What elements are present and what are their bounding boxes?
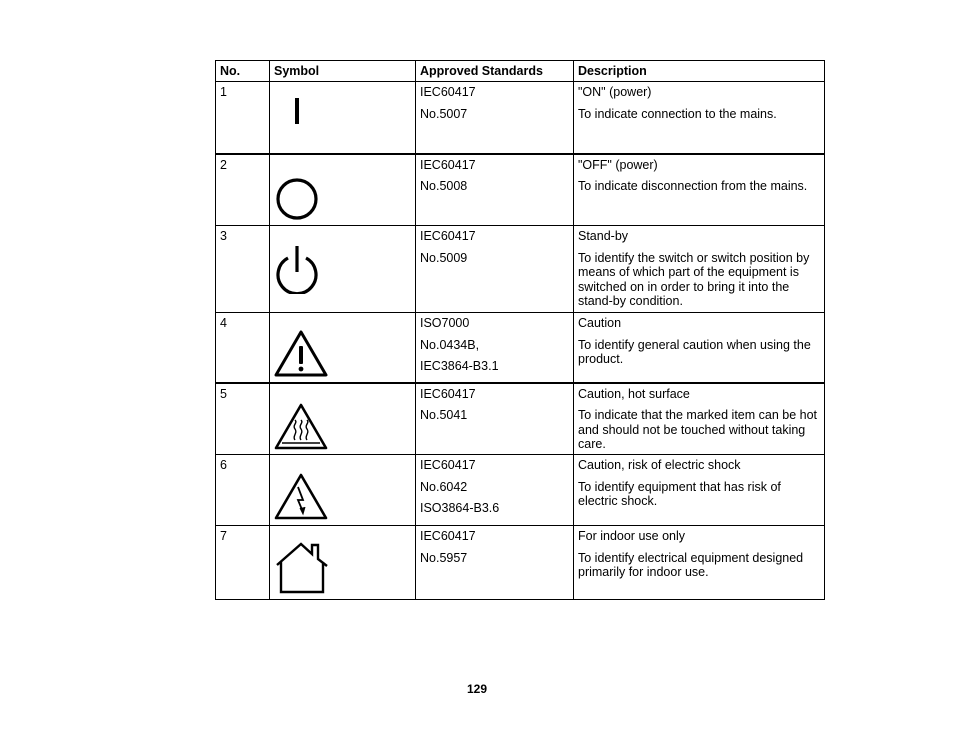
symbol-cell	[270, 455, 416, 526]
caution-icon	[273, 329, 329, 379]
symbol-title: Caution	[578, 316, 622, 330]
symbol-description: To indicate connection to the mains.	[578, 106, 777, 121]
table-row	[216, 154, 825, 226]
indoor-use-icon	[273, 540, 331, 596]
row-number: 6	[216, 455, 270, 526]
standards-cell	[416, 383, 574, 455]
symbol-description: To identify general caution when using the product.	[578, 337, 811, 366]
symbol-title: "OFF" (power)	[578, 157, 658, 172]
standard-line: No.0434B,	[420, 337, 480, 352]
row-number: 3	[216, 226, 270, 313]
standard-line: No.5041	[420, 408, 468, 422]
symbol-cell	[270, 383, 416, 455]
row-number: 7	[216, 526, 270, 600]
symbol-title: Stand-by	[578, 229, 629, 243]
standards-cell	[416, 82, 574, 154]
electric-shock-icon	[273, 472, 329, 522]
symbol-cell	[270, 226, 416, 313]
standard-line: ISO7000	[420, 316, 470, 330]
table-row	[216, 383, 825, 455]
row-number: 1	[216, 82, 270, 154]
standard-line: ISO3864-B3.6	[420, 501, 500, 515]
symbol-title: Caution, risk of electric shock	[578, 458, 741, 472]
symbol-title: Caution, hot surface	[578, 386, 690, 401]
standby-icon	[273, 240, 323, 294]
standards-cell	[416, 226, 574, 313]
description-cell	[574, 154, 825, 226]
page-number: 129	[466, 682, 488, 696]
symbol-cell	[270, 526, 416, 600]
header-approved-standards: Approved Standards	[416, 61, 574, 82]
standard-line: No.5957	[420, 550, 468, 565]
standard-line: No.5009	[420, 250, 468, 265]
symbol-cell	[270, 82, 416, 154]
row-number: 4	[216, 313, 270, 383]
header-symbol: Symbol	[270, 61, 416, 82]
power-off-icon	[273, 175, 323, 225]
symbol-description: To indicate that the marked item can be hot and should not be touched without taking care.	[578, 408, 818, 451]
symbol-description: To identify the switch or switch position by means of which part of the equipment is switched on in order to bring it into the stand-by condition.	[578, 250, 810, 308]
description-cell	[574, 383, 825, 455]
standard-line: IEC60417	[420, 229, 476, 243]
standard-line: No.5007	[420, 106, 468, 121]
symbol-title: "ON" (power)	[578, 85, 652, 99]
row-number: 5	[216, 383, 270, 455]
standard-line: IEC60417	[420, 157, 476, 172]
description-cell	[574, 455, 825, 526]
table-header-row	[216, 61, 825, 82]
symbols-table	[215, 60, 825, 600]
header-description: Description	[574, 61, 825, 82]
table-row	[216, 82, 825, 154]
symbol-title: For indoor use only	[578, 529, 686, 543]
hot-surface-icon	[273, 402, 329, 452]
symbol-cell	[270, 313, 416, 383]
table-row	[216, 226, 825, 313]
power-on-icon	[273, 90, 323, 140]
table-row	[216, 455, 825, 526]
table-row	[216, 526, 825, 600]
standard-line: No.5008	[420, 179, 468, 193]
standards-cell	[416, 526, 574, 600]
description-cell	[574, 526, 825, 600]
standards-cell	[416, 313, 574, 383]
standard-line: IEC3864-B3.1	[420, 359, 499, 373]
standard-line: IEC60417	[420, 458, 476, 472]
row-number: 2	[216, 154, 270, 226]
symbol-cell	[270, 154, 416, 226]
standard-line: IEC60417	[420, 386, 476, 401]
standards-cell	[416, 455, 574, 526]
symbol-description: To identify electrical equipment designed primarily for indoor use.	[578, 550, 804, 579]
standard-line: IEC60417	[420, 529, 476, 543]
standards-cell	[416, 154, 574, 226]
table-row	[216, 313, 825, 383]
standard-line: No.6042	[420, 479, 468, 494]
description-cell	[574, 82, 825, 154]
symbol-description: To indicate disconnection from the mains.	[578, 179, 808, 193]
description-cell	[574, 313, 825, 383]
standard-line: IEC60417	[420, 85, 476, 99]
header-no: No.	[216, 61, 270, 82]
description-cell	[574, 226, 825, 313]
symbol-description: To identify equipment that has risk of electric shock.	[578, 479, 781, 508]
